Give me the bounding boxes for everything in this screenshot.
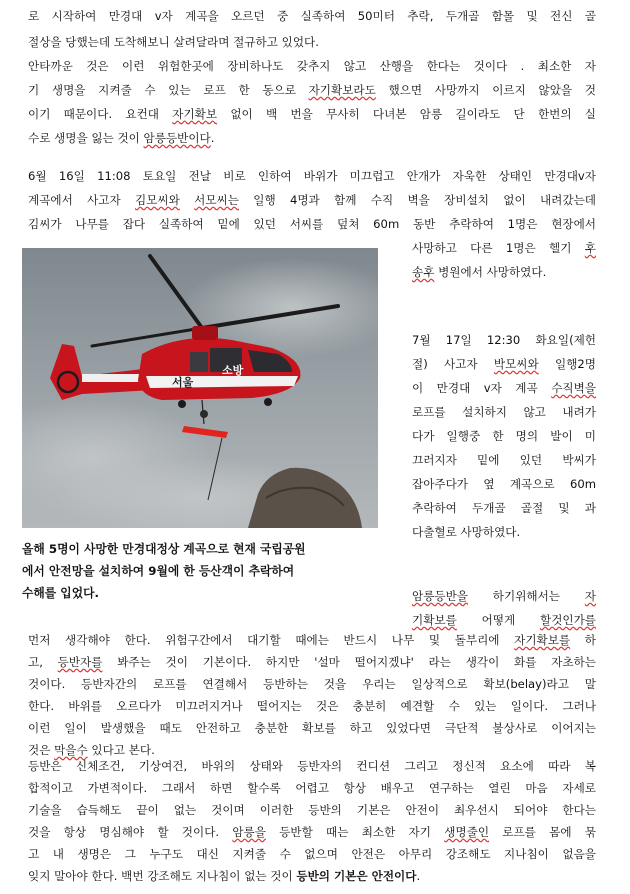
text-line: 합적이고 가변적이다. 그래서 하면 할수록 어렵고 항상 배우고 연구하는 열린 마음 자세로 [28, 781, 596, 795]
text-line: 로 시작하여 만경대 v자 계곡을 오르던 중 실족하여 50미터 추락, 두개골 함몰 및 전신 골 [28, 9, 596, 23]
text-line [412, 238, 596, 258]
spellcheck-word: 자기확보를 [514, 633, 571, 647]
text-line [28, 128, 596, 148]
spellcheck-word: 김모씨와 [135, 193, 180, 207]
text-line [28, 630, 596, 650]
text-run: 계곡에서 사고자 [28, 193, 136, 207]
text-line: 7월 17일 12:30 화요일(제헌 [412, 333, 596, 347]
text-line: 김씨가 나무를 잡다 실족하여 밑에 있던 서씨를 덮쳐 60m 동반 추락하여 1명은 현장에서 [28, 217, 596, 231]
helicopter-marking-seoul: 서울 [172, 376, 194, 389]
text-run: 있다고 본다. [87, 743, 155, 757]
helicopter-marking-fire: 소방 [222, 364, 244, 377]
text-line [28, 104, 596, 124]
text-run: 등반할 때는 최소한 자기 [265, 825, 445, 839]
text-run: 없이 백 번을 무사히 다녀본 암릉 길이라도 단 한번의 실 [217, 107, 596, 121]
text-run: 사망하고 다른 1명은 헬기 [412, 241, 585, 255]
text-line [28, 822, 596, 842]
text-line: 잡아주다가 옆 계곡으로 60m [412, 477, 596, 491]
text-line: 이런 일이 발생했을 때도 안전하고 충분한 확보를 하고 있었다면 극단적 불상사로 이어지는 [28, 721, 596, 735]
spellcheck-word: 서모씨는 [194, 193, 239, 207]
spellcheck-word: 등반자를 [57, 655, 103, 669]
spellcheck-word: 생명줄인 [444, 825, 490, 839]
helicopter-rescue-photo [22, 248, 378, 528]
text-line [28, 866, 596, 886]
text-run: 병원에서 사망하였다. [434, 265, 547, 279]
text-line [412, 378, 596, 398]
text-line [412, 262, 596, 282]
text-line: 절상을 당했는데 도착해보니 살려달라며 절규하고 있었다. [28, 35, 319, 49]
text-line: 안타까운 것은 이런 위험한곳에 장비하나도 갖추지 않고 산행을 한다는 것이다 . 최소한 자 [28, 59, 596, 73]
text-run: 어떻게 [456, 613, 540, 627]
text-line: 끄러지자 밑에 있던 박씨가 [412, 453, 596, 467]
text-line [412, 354, 596, 374]
spellcheck-word: 기확보를 [412, 613, 457, 627]
spellcheck-word: 자기확보 [172, 107, 218, 121]
emphasis-text: 등반의 기본은 안전이다 [296, 869, 417, 883]
text-run: 기 생명을 지켜줄 수 있는 로프 한 동으로 [28, 83, 309, 97]
text-run: 잊지 말아야 한다. 백번 강조해도 지나침이 없는 것이 [28, 869, 297, 883]
text-run: 일행 4명과 함께 수직 벽을 장비설치 없이 내려갔는데 [238, 193, 596, 207]
spellcheck-word: 할것인가를 [540, 613, 596, 627]
text-run: 일행2명 [538, 357, 596, 371]
text-run: 하 [570, 633, 597, 647]
text-line: 기술을 습득해도 끝이 없는 것이며 이러한 등반의 기본은 안전이 최우선시 되어야 한다는 [28, 803, 596, 817]
spellcheck-word: 암릉을 [232, 825, 266, 839]
text-line: 로프를 설치하지 않고 내려가 [412, 405, 596, 419]
spellcheck-word: 자기확보라도 [308, 83, 376, 97]
text-run: 것은 [28, 743, 55, 757]
text-line [412, 610, 596, 630]
text-line [412, 586, 596, 606]
text-line [28, 190, 596, 210]
text-run: 이 만경대 v자 계곡 [412, 381, 552, 395]
text-run: 것을 항상 명심해야 할 것이다. [28, 825, 233, 839]
text-run: . [416, 869, 421, 883]
text-line: 다출혈로 사망하였다. [412, 525, 521, 539]
text-run: 이기 때문이다. 요컨대 [28, 107, 173, 121]
text-line [28, 652, 596, 672]
text-line: 고 내 생명은 그 누구도 대신 지켜줄 수 없으며 안전은 아무리 강조해도 지나침이 없음을 [28, 847, 596, 861]
caption-line: 수해를 입었다. [22, 586, 99, 600]
spellcheck-word: 막을수 [54, 743, 88, 757]
text-line [28, 80, 596, 100]
text-run: 고, [28, 655, 58, 669]
spellcheck-word: 박모씨와 [493, 357, 539, 371]
text-run: 절) 사고자 [412, 357, 494, 371]
text-run: 수로 생명을 잃는 것이 [28, 131, 144, 145]
text-run: 하기위해서는 [468, 589, 585, 603]
text-line: 것이다. 등반자간의 로프를 연결해서 등반하는 것을 우리는 일상적으로 확보(belay)라고 말 [28, 677, 596, 691]
text-run: 했으면 사망까지 이르지 않았을 것 [375, 83, 596, 97]
text-run: 로프를 몸에 묶 [489, 825, 596, 839]
spellcheck-word: 자 [584, 589, 596, 603]
text-line: 등반은 신체조건, 기상여건, 바위의 상태와 등반자의 컨디션 그리고 정신적 요소에 따라 복 [28, 759, 596, 773]
text-line: 추락하여 두개골 골절 및 과 [412, 501, 596, 515]
spellcheck-word: 후 [584, 241, 596, 255]
text-run [180, 193, 194, 207]
text-line: 다가 일행중 한 명의 발이 미 [412, 429, 596, 443]
text-run: 봐주는 것이 기본이다. 하지만 '설마 떨어지겠냐' 라는 생각이 화를 자초하는 [102, 655, 596, 669]
spellcheck-word: 송후 [412, 265, 435, 279]
text-run: . [210, 131, 215, 145]
text-run: 먼저 생각해야 한다. 위험구간에서 대기할 때에는 반드시 나무 및 돌부리에 [28, 633, 515, 647]
spellcheck-word: 수직벽을 [551, 381, 596, 395]
caption-line: 에서 안전망을 설치하여 9월에 한 등산객이 추락하여 [22, 564, 295, 578]
text-line: 한다. 바위를 오르다가 미끄러지거나 떨어지는 것은 충분히 예견할 수 있는 일이다. 그러나 [28, 699, 596, 713]
text-line: 6월 16일 11:08 토요일 전날 비로 인하여 바위가 미끄럽고 안개가 자욱한 상태인 만경대v자 [28, 169, 596, 183]
spellcheck-word: 암릉등반이다 [143, 131, 211, 145]
caption-line: 올해 5명이 사망한 만경대정상 계곡으로 현재 국립공원 [22, 542, 306, 556]
spellcheck-word: 암릉등반을 [412, 589, 468, 603]
